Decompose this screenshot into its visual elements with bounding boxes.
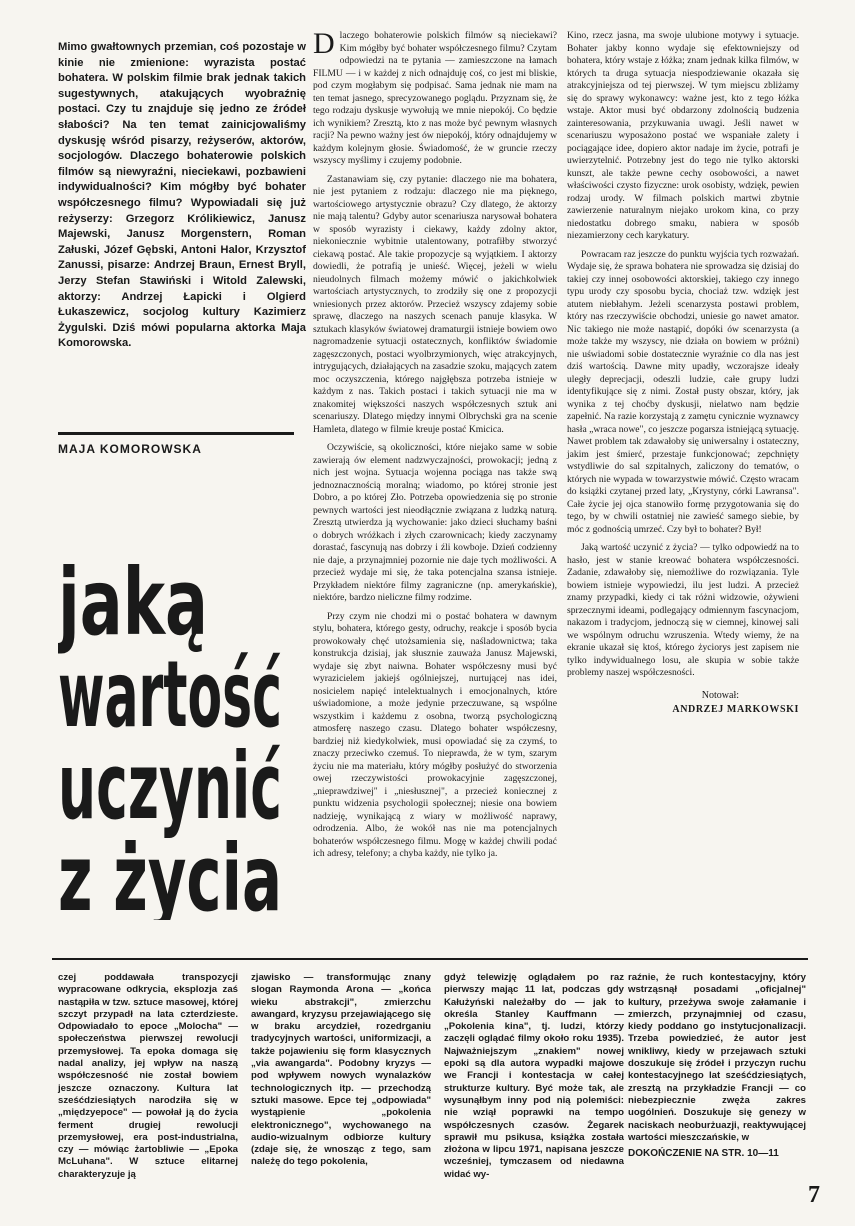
- author-name: MAJA KOMOROWSKA: [58, 442, 202, 456]
- article-headline: [58, 548, 288, 920]
- headline-line-1: jaką: [58, 549, 208, 656]
- article-column-middle: [313, 27, 557, 867]
- bottom-column-1: czej poddawała transpozycji wypracowane odkrycia, eksplozja zaś nastąpiła w tzw. sztuce masowej, której szczyt przypadł na lata czterdzieste. Odpowiadało to epoce „Molocha" — społeczeństwa pierwszej rewolucji przemysłowej. Ta epoka domaga się nadal analizy, jej wpływ na naszą współczesność nie został bowiem jeszcze oznaczony. Kultura lat sześćdziesiątych narodziła się w „międzyepoce" — powołał ją do życia ferment drugiej rewolucji przemysłowej, era post-industrialna, czy — mówiąc żartobliwie — „Epoka McLuhana". W sztuce elitarnej charakteryzuje ją: [58, 972, 238, 1180]
- bottom-column-4-text: raźnie, że ruch kontestacyjny, który wstrząsnął posadami „oficjalnej" kultury, przeżywa swoje załamanie i zmierzch, przynajmniej od czasu, kiedy poddano go instytucjonalizacji. Trzeba powiedzieć, że autor jest wnikliwy, kiedy w przejawach sztuki doszukuje się źródeł i przyczyn ruchu kontestacyjnego lat sześćdziesiątych, zresztą na przykładzie Francji — co niebezpiecznie zwęża zakres uogólnień. Doszukuje się genezy w naciskach neoburżuazji, reaktywującej wartości mieszczańskie, w: [628, 972, 806, 1143]
- signature: [567, 690, 799, 717]
- signature-name: ANDRZEJ MARKOWSKI: [672, 704, 799, 715]
- author-byline: [58, 432, 294, 456]
- headline-line-4: z życia: [58, 825, 282, 920]
- headline-line-2: wartość: [58, 641, 282, 748]
- paragraph: Jaką wartość uczynić z życia? — tylko odpowiedź na to hasło, jest w stanie kreować bohatera współczesności. Zadanie, zdawałoby się, niemożliwe do rozwiązania. Tyle bowiem istnieje wypowiedzi, ilu jest ludzi. A przecież znamy przypadki, kiedy ci tak różni widzowie, ożywieni sprzecznymi ideami, podlegający odmiennym fascynacjom, nakazom i tradycjom, jednoczą się w ciemnej, kinowej sali we wspólnym odruchu wzruszenia. Wtedy wiemy, że na ekranie ukazał się ktoś, którego życiorys jest zapisem nie tylko indywidualnego losu, ale skupia w sobie także problemy naszej współczesności.: [567, 542, 799, 678]
- paragraph: Zastanawiam się, czy pytanie: dlaczego nie ma bohatera, nie jest pytaniem z rodzaju: dlaczego nie ma pięknego, wartościowego artystycznie obrazu? Czy dlatego, że aktorzy nie mają talentu? Gdyby autor scenariusza narysował bohatera w sposób wyrazisty i ciekawy, każdy zdolny aktor, niekoniecznie wybitnie utalentowany, potrafiłby stworzyć ciekawą postać. Ale takie propozycje są wyjątkiem. I aktorzy dowiedli, że potrafią je unieść. Więcej, jeżeli w wielu nieudolnych filmach możemy mówić o jakichkolwiek wartościach artystycznych, to zrodziły się one z propozycji wniesionych przez aktorów. Przecież wszyscy zdajemy sobie sprawę, dlaczego na naszych scenach panuje klasyka. W sztukach klasyków światowej dramaturgii istnieje bowiem owo nagromadzenie sytuacji ostatecznych, konfliktów świadomie zagęszczonych, postaci wyolbrzymionych, więc atrakcyjnych, intrygujących, działających na zasadzie szoku, mających zatem moc oczyszczenia, którego najgłębsza potrzeba istnieje w każdym z nas. Takich postaci i takich sytuacji nie ma w znakomitej większości naszych współczesnych sztuk ani scenariuszy. Dlatego między innymi Olbrychski gra na scenie Hamleta, dlatego w filmie kreuje postać Kmicica.: [313, 173, 557, 435]
- paragraph: Przy czym nie chodzi mi o postać bohatera w dawnym stylu, bohatera, którego gesty, odruchy, reakcje i sposób bycia prowokowały chęć utożsamienia się, naśladownictwa; taka konstrukcja dzisiaj, jak słusznie zauważa Janusz Majewski, wydaje się zbyt naiwna. Bohater współczesny musi być wyrazicielem jakiejś ogólniejszej, nurtującej nas idei, nosicielem napięć intelektualnych i emocjonalnych, które uświadomione, a może jedynie przeczuwane, są wspólne wszystkim i każdemu z osobna, tworzą psychologiczną atmosferę naszego czasu. Dlatego bohater współczesny, bardziej niż kiedykolwiek, musi opowiadać się za czymś, to znaczy przeciwko czemuś. To nieprawda, że w tym, szarym życiu nie ma materiału, który mógłby posłużyć do stworzenia owej rzeczywistości prowokacyjnie zagęszczonej, „nieprawdziwej" i „niesłusznej", a przecież koniecznej z punktu widzenia psychologii społecznej; niesie ona bowiem nadzieję, wynikającą z wiary w możliwość naprawy, odrodzenia. Albo, że wokół nas nie ma potencjalnych bohaterów współczesnego filmu. Mogę w każdej chwili podać ich adresy, telefony; a chyba każdy, nie tylko ja.: [313, 610, 557, 859]
- section-divider: [52, 958, 808, 960]
- paragraph: Kino, rzecz jasna, ma swoje ulubione motywy i sytuacje. Bohater jakby konno wydaje się efektowniejszy od bohatera, który wstaje z łóżka; znam jednak kilka filmów, w których ta druga sytuacja niespodziewanie okazała się atrakcyjniejsza od tej pierwszej. W tym miejscu zbliżamy się do sprawy wykonawcy: ważne jest, kto z tego łóżka wstaje. Aktor musi być obdarzony zdolnością budzenia zainteresowania, przykuwania uwagi. Jeśli nawet w scenariuszu wyposażono postać we wspaniałe zalety i pociągające idee, dopiero aktor nadaje im życie, potrafi je uwierzytelnić. Potrzebny jest do tego nie tylko aktorski kunszt, ale także pewne cechy osobowości, a nawet właściwości czysto fizyczne: urok osobisty, wdzięk, pewien rodzaj urody. W filmach polskich martwi zbytnie zawierzenie naturalnym niejako urokom kina, co przy niedostatku dobrego smaku, nabiera w sposób niezamierzony cech karykatury.: [567, 30, 799, 241]
- paragraph: Powracam raz jeszcze do punktu wyjścia tych rozważań. Wydaje się, że sprawa bohatera nie sprowadza się dzisiaj do takiej czy innej osobowości aktorskiej, takiego czy innego typu urody czy sposobu bycia, chociaż tzw. wdzięk jest atutem niebłahym. Jeżeli scenarzysta postawi problem, który nas rzeczywiście obchodzi, uniesie go nawet amator. Nic takiego nie może nastąpić, dopóki ów scenarzysta (a może także my wszyscy, nie działa on bowiem w próżni) nie uświadomi sobie dostatecznie wyraźnie co dla nas jest dziś wartością. Dawne mity upadły, wczorajsze ideały uległy deprecjacji, odeszli ludzie, całe grupy ludzi identyfikujące się z nimi. Został pusty obszar, który, jak wynika z tej choćby dyskusji, nielatwo nam będzie zapełnić. Na razie korzystają z zamętu cynicznie wyznawcy hasła „wraca nowe", co jeszcze pogarsza istniejącą sytuację. Nawet problem tak zdawałoby się uniwersalny i ostateczny, jakim jest śmierć, przestaje funkcjonować; zepchnięty wstydliwie do sal szpitalnych, zaliczony do tematów, o których nie wypada w towarzystwie mówić. Często wracam do książki czytanej przed laty, „Krystyny, córki Lawransa". Całe życie jej ojca stanowiło formę przygotowania się do tego, by w chwili ostatniej nie zawieść samego siebie, by móc z godnością umrzeć. Czy był to bohater? Był!: [567, 248, 799, 535]
- paragraph: Oczywiście, są okoliczności, które niejako same w sobie zawierają ów element nadzwyczajności, prowokacji; jedną z nich jest wojna. Sytuacja wojenna pociąga nas także swą jednoznacznością moralną; wiadomo, po której stronie jest Dobro, a po której Zło. Potrzeba opowiedzenia się po stronie pewnych wartości jest nieodłącznie związana z ludzką naturą. Zresztą utwierdza ją wychowanie: jako dzieci słuchamy baśni o dobrych wróżkach i złych czarownicach; kiedy zaczynamy dorastać, fascynują nas dobrzy i źli kowboje. Dzień codzienny nie daje, a przynajmniej pozornie nie daje tych możliwości. A przecież wydaje mi się, że taka potencjalna szansa istnieje. Przykładem niektóre filmy zagraniczne (np. amerykańskie), niektóre, bardzo nieliczne filmy rodzime.: [313, 442, 557, 603]
- bottom-column-2: zjawisko — transformując znany slogan Raymonda Arona — „końca wieku abstrakcji", zmierzchu awangard, kryzysu przejawiającego się w braku arcydzieł, rozedrganiu tradycyjnych wartości, uniformizacji, a także pojawieniu się form klasycznych „via awangarda". Podobny kryzys — pod wpływem nowych wynalazków technologicznych itp. — przechodzą sztuki masowe. Epce tej „odpowiada" wystąpienie „pokolenia elektronicznego", wychowanego na audio-wizualnym odbiorze kultury (zdaje się, że wnosząc z tego, sam należę do tego pokolenia,: [251, 972, 431, 1168]
- byline-rule: [58, 432, 294, 435]
- page-number: 7: [808, 1182, 820, 1208]
- intro-lead: Mimo gwałtownych przemian, coś pozostaje w kinie nie zmienione: wyrazista postać bohatera. W polskim filmie brak jednak takich sugestywnych, atakujących wyobraźnię postaci. Czy tu znajduje się jedno ze źródeł słabości? Na ten temat zainicjowaliśmy dyskusję wśród pisarzy, reżyserów, aktorów, socjologów. Dlaczego bohaterowie polskich filmów są niewyraźni, nieciekawi, pozbawieni indywidualności? Kim mógłby być bohater współczesnego filmu? Wypowiadali się już reżyserzy: Grzegorz Królikiewicz, Janusz Majewski, Janusz Morgenstern, Roman Załuski, Józef Gębski, Antoni Halor, Krzysztof Zanussi, pisarze: Andrzej Braun, Ernest Bryll, Jerzy Stefan Stawiński i Witold Zalewski, aktorzy: Andrzej Łapicki i Olgierd Łukaszewicz, socjolog kultury Kazimierz Żygulski. Dziś mówi popularna aktorka Maja Komorowska.: [58, 41, 306, 350]
- article-column-right: [567, 30, 799, 717]
- continued-note: DOKOŃCZENIE NA STR. 10—11: [628, 1148, 779, 1160]
- bottom-column-3: gdyż telewizję oglądałem po raz pierwszy mając 11 lat, podczas gdy Kałużyński należałby do — jak to określa Stanley Kauffmann — „Pokolenia kina", tj. ludzi, którzy zaczęli oglądać filmy około roku 1935). Najważniejszym „znakiem" nowej epoki są dla autora wypadki majowe we Francji i kontestacja w całej strukturze kultury. Być może tak, ale wysunąłbym inny pod nią polemiści: nie wziął poprawki na tempo współczesnych czasów. Żegarek sprawił mu psikusa, książka została złożona w lipcu 1971, napisana jeszcze wcześniej, tymczasem od niedawna widać wy-: [444, 972, 624, 1180]
- signature-label: Notował:: [701, 689, 739, 701]
- paragraph: Dlaczego bohaterowie polskich filmów są nieciekawi? Kim mógłby być bohater współczesnego filmu? Czytam odpowiedzi na te pytania — zamieszczone na łamach FILMU — i w każdej z nich odnajduję coś, co jest mi bliskie, pod czym mogłabym się podpisać. Sama jednak nie mam na ten temat jasnego, sprecyzowanego poglądu. Przyznam się, że tego rodzaju dyskusje wywołują we mnie niepokój. Co będzie ich wynikiem? Zresztą, kto z nas może być pewnym własnych racji? Na pewno ważny jest ów niepokój, który odnajdujemy w każdym kolejnym głosie. Świadomość, że w gruncie rzeczy wszyscy myślimy i czujemy podobnie.: [313, 27, 557, 166]
- drop-cap: D: [313, 27, 335, 60]
- bottom-column-4: [628, 972, 806, 1160]
- headline-line-3: uczynić: [58, 733, 282, 840]
